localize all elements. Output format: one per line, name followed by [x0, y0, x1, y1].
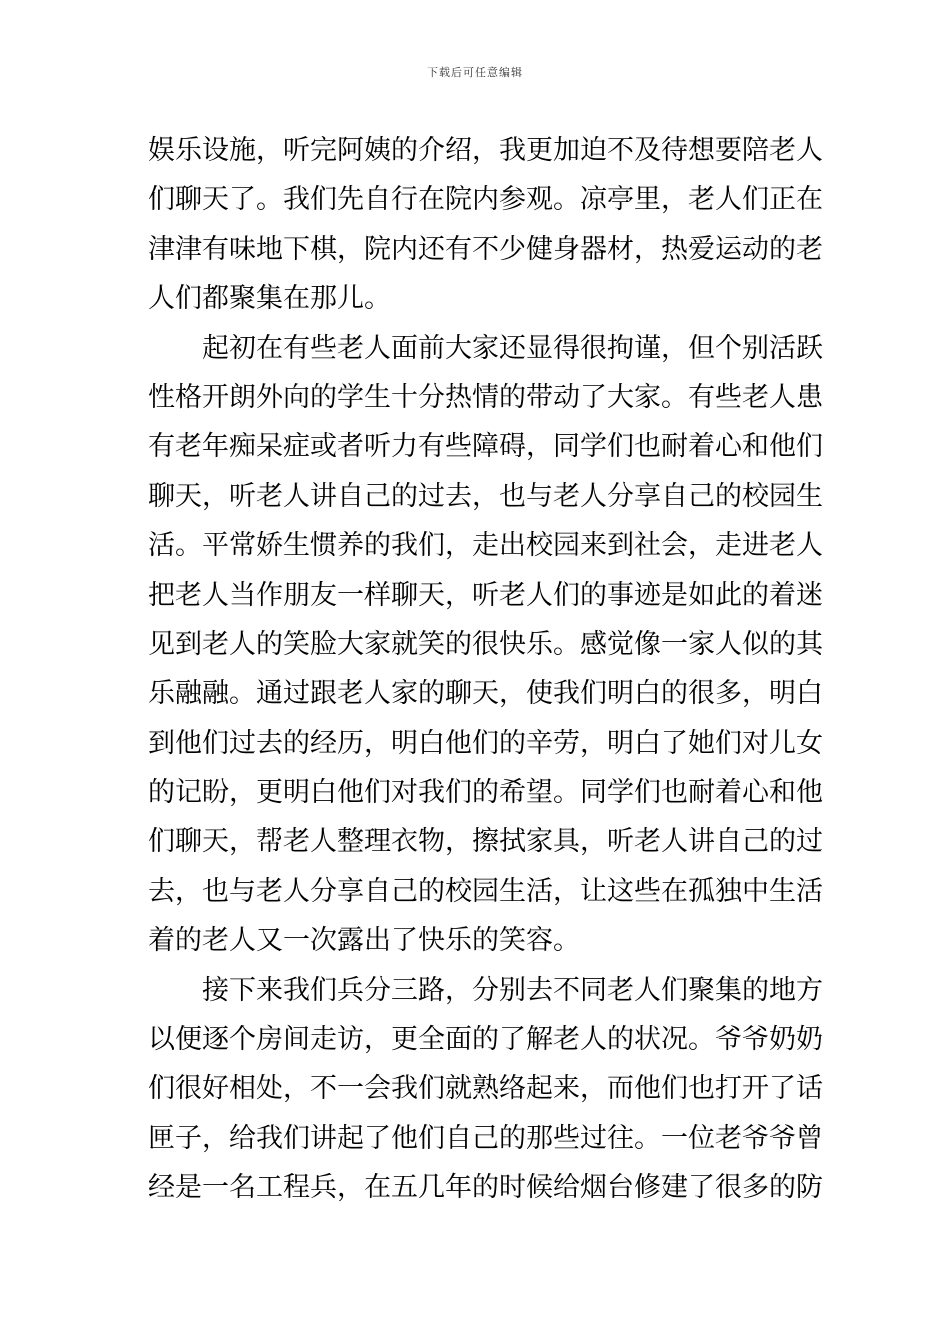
text-line: 匣子，给我们讲起了他们自己的那些过往。一位老爷爷曾 — [148, 1122, 823, 1154]
paragraph-3 — [148, 966, 823, 1213]
text-line: 到他们过去的经历，明白他们的辛劳，明白了她们对儿女 — [148, 727, 823, 759]
text-line: 的记盼，更明白他们对我们的希望。同学们也耐着心和他 — [148, 777, 823, 809]
text-line: 性格开朗外向的学生十分热情的带动了大家。有些老人患 — [148, 381, 823, 413]
paragraph-2 — [148, 324, 823, 966]
text-line: 们聊天，帮老人整理衣物，擦拭家具，听老人讲自己的过 — [148, 826, 823, 858]
text-line: 聊天，听老人讲自己的过去，也与老人分享自己的校园生 — [148, 480, 823, 512]
text-line: 活。平常娇生惯养的我们，走出校园来到社会，走进老人 — [148, 530, 823, 562]
text-line: 们很好相处，不一会我们就熟络起来，而他们也打开了话 — [148, 1073, 823, 1105]
text-line: 乐融融。通过跟老人家的聊天，使我们明白的很多，明白 — [148, 678, 823, 710]
text-line: 经是一名工程兵，在五几年的时候给烟台修建了很多的防 — [148, 1172, 823, 1204]
text-line: 津津有味地下棋，院内还有不少健身器材，热爱运动的老 — [148, 233, 823, 265]
text-line: 去，也与老人分享自己的校园生活，让这些在孤独中生活 — [148, 875, 823, 907]
text-line: 人们都聚集在那儿。 — [148, 283, 391, 315]
text-line: 把老人当作朋友一样聊天，听老人们的事迹是如此的着迷 — [148, 579, 823, 611]
paragraph-1 — [148, 126, 823, 324]
text-line: 有老年痴呆症或者听力有些障碍，同学们也耐着心和他们 — [148, 431, 823, 463]
text-line: 着的老人又一次露出了快乐的笑容。 — [148, 925, 580, 957]
text-line: 以便逐个房间走访，更全面的了解老人的状况。爷爷奶奶 — [148, 1024, 823, 1056]
text-line: 接下来我们兵分三路，分别去不同老人们聚集的地方 — [202, 974, 823, 1006]
text-line: 起初在有些老人面前大家还显得很拘谨，但个别活跃 — [202, 332, 823, 364]
text-line: 们聊天了。我们先自行在院内参观。凉亭里，老人们正在 — [148, 184, 823, 216]
text-line: 娱乐设施，听完阿姨的介绍，我更加迫不及待想要陪老人 — [148, 135, 823, 166]
text-line: 见到老人的笑脸大家就笑的很快乐。感觉像一家人似的其 — [148, 628, 823, 660]
document-body — [148, 126, 823, 1213]
page-header: 下载后可任意编辑 — [427, 66, 523, 79]
